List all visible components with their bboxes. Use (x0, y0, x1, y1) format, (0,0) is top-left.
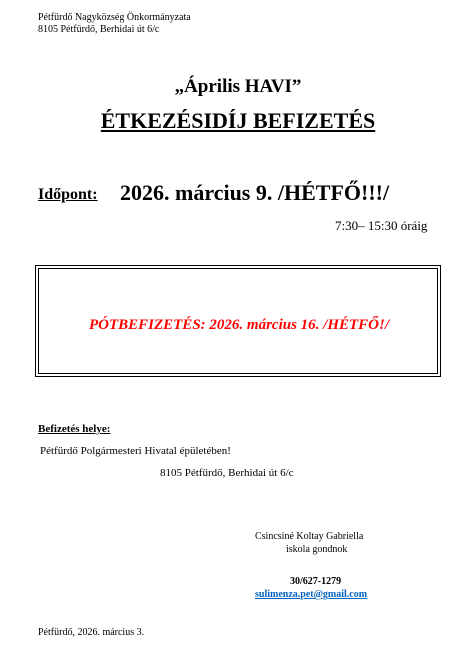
signature-role: iskola gondnok (286, 544, 348, 555)
contact-phone: 30/627-1279 (290, 576, 342, 587)
appointment-hours: 7:30– 15:30 óráig (335, 218, 428, 233)
payment-place-label: Befizetés helye: (38, 423, 111, 435)
payment-place-address: 8105 Pétfürdő, Berhidai út 6/c (160, 467, 294, 479)
late-payment-box (38, 268, 438, 374)
payment-place-building: Pétfürdő Polgármesteri Hivatal épületében! (40, 445, 231, 457)
appointment-date: 2026. március 9. /HÉTFŐ!!!/ (120, 180, 390, 205)
signature-name: Csincsiné Koltay Gabriella (255, 531, 364, 542)
appointment-label: Időpont: (38, 186, 98, 203)
contact-email-link[interactable]: sulimenza.pet@gmail.com (255, 589, 368, 600)
org-name: Pétfürdő Nagyközség Önkormányzata (38, 12, 191, 23)
footer-place-date: Pétfürdő, 2026. március 3. (38, 627, 145, 638)
month-title: „Április HAVI” (174, 76, 302, 97)
org-address: 8105 Pétfürdő, Berhidai út 6/c (38, 24, 160, 35)
late-payment-text: PÓTBEFIZETÉS: 2026. március 16. /HÉTFŐ!/ (88, 317, 390, 333)
page-title: ÉTKEZÉSIDÍJ BEFIZETÉS (100, 108, 376, 133)
